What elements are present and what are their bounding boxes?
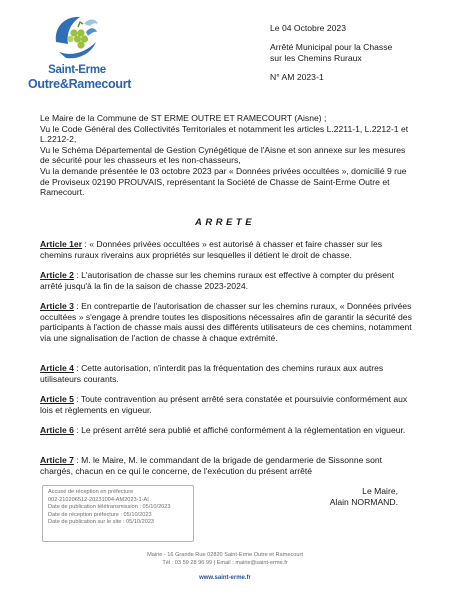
article-label: Article 4 [40,363,74,373]
article-3 [40,301,415,343]
article-7 [40,455,415,476]
document-title-line-1: Arrêté Municipal pour la Chasse [270,42,393,52]
article-4 [40,363,415,384]
document-title-line-2: sur les Chemins Ruraux [270,53,362,63]
stamp-line: Accusé de réception en préfecture [48,489,134,495]
preamble-visa-request: Vu la demande présentée le 03 octobre 2023 par « Données privées occultées », domicilié 9 rue de Proviseux 02190 PROUVAIS, représentant la Société de Chasse de Saint-Erme Outre et Ramecourt. [40,165,407,198]
article-1 [40,239,415,260]
article-text: : « Données privées occultées » est autorisé à chasser et faire chasser sur les chemins ruraux riverains aux propriétés sur lesquelles il détient le droit de chasse. [40,239,383,260]
preamble-visa-schema: Vu le Schéma Départemental de Gestion Cynégétique de l'Aisne et son annexe sur les mesures de sécurité pour les chasseurs et les non-chasseurs, [40,144,406,166]
article-label: Article 6 [40,425,74,435]
article-label: Article 7 [40,455,74,465]
prefecture-receipt-stamp [42,485,194,542]
footer-address: Mairie - 16 Grande Rue 02820 Saint-Erme Outre et Ramecourt [147,552,303,558]
stamp-line: Date de publication sur le site : 05/10/2023 [48,519,155,526]
signature-name: Alain NORMAND. [329,497,398,507]
section-heading: ARRETE [194,217,256,228]
article-text: : En contrepartie de l'autorisation de chasser sur les chemins ruraux, « Données privées occultées » s'engage à prendre toutes les dispositions nécessaires afin de garantir la sécurité des participants à l'action de chasse mais aussi des différents utilisateurs de ces chemins, notamment via une signalisation de l'action de chasse à chaque extrémité. [40,301,412,343]
stamp-line: Date de réception préfecture : 05/10/2023 [48,511,152,518]
stamp-line: Date de publication télétransmission : 05/10/2023 [48,504,171,511]
signature-role: Le Maire, [362,486,398,496]
document-number: N° AM 2023-1 [270,72,324,82]
article-text: : Toute contravention au présent arrêté sera constatée et poursuivie conformément aux lois et règlements en vigueur. [40,394,408,415]
footer-website-link[interactable]: www.saint-erme.fr [199,575,251,581]
preamble [40,113,415,198]
preamble-mayor: Le Maire de la Commune de ST ERME OUTRE ET RAMECOURT (Aisne) ; [40,113,327,123]
article-5 [40,394,415,415]
stamp-line: 002-210206512-20231004-AM2023-1-AI [48,496,149,503]
logo-line-2: Outre&Ramecourt [28,77,132,91]
article-text: : M. le Maire, M. le commandant de la brigade de gendarmerie de Sissonne sont chargés, chacun en ce qui le concerne, de l'exécution du présent arrêté [40,455,383,476]
article-6 [40,425,415,436]
article-text: : L'autorisation de chasse sur les chemins ruraux est effective à compter du présent arrêté jusqu'à la fin de la saison de chasse 2023-2024. [40,270,395,291]
article-label: Article 1er [40,239,83,249]
commune-logo [28,12,132,96]
footer-contact: Tél : 03 59 28 96 99 | Email : mairie@saint-erme.fr [162,560,288,566]
document-header [270,23,392,83]
article-text: : Le présent arrêté sera publié et affiché conformément à la réglementation en vigueur. [73,425,406,435]
article-label: Article 2 [40,270,74,280]
signature-block [260,486,398,508]
document-date: Le 04 Octobre 2023 [270,23,346,33]
article-text: : Cette autorisation, n'interdit pas la fréquentation des chemins ruraux aux autres utilisateurs courants. [40,363,384,384]
article-label: Article 5 [40,394,74,404]
grapes-and-bird-emblem-icon [50,12,104,64]
article-2 [40,270,415,291]
preamble-visa-code: Vu le Code Général des Collectivités Territoriales et notamment les articles L.2211-1, L.2212-1 et L.2212-2, [40,123,409,145]
article-label: Article 3 [40,301,74,311]
logo-line-1: Saint-Erme [48,64,106,76]
